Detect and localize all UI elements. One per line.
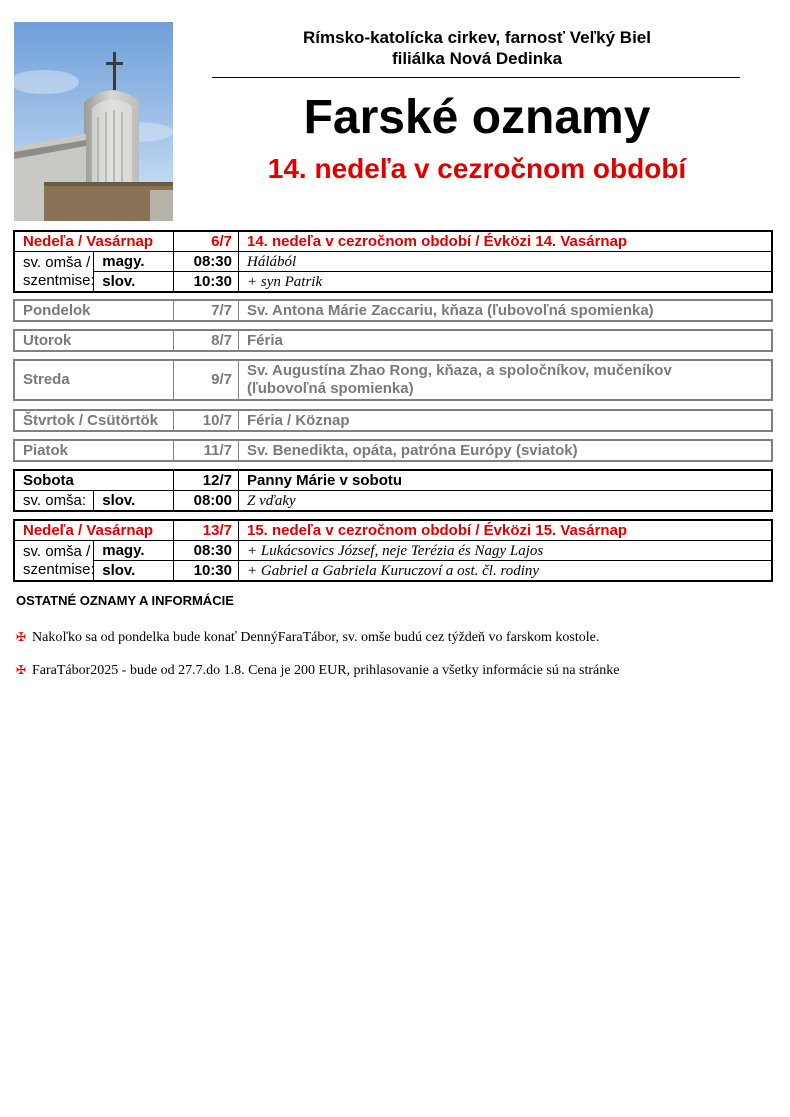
org-line-2: filiálka Nová Dedinka xyxy=(391,49,563,68)
day-block-tuesday xyxy=(13,329,773,352)
day-date: 12/7 xyxy=(174,470,239,491)
notice-item xyxy=(16,630,599,646)
mass-time: 08:30 xyxy=(174,252,239,272)
other-notices-heading: OSTATNÉ OZNAMY A INFORMÁCIE xyxy=(16,593,234,608)
mass-intention: Hálából xyxy=(239,252,773,272)
day-name: Utorok xyxy=(14,330,174,351)
mass-label: sv. omša / szentmise: xyxy=(14,252,94,293)
day-name: Piatok xyxy=(14,440,174,461)
day-date: 13/7 xyxy=(174,520,239,541)
day-date: 8/7 xyxy=(174,330,239,351)
mass-language: magy. xyxy=(94,252,174,272)
day-block-monday xyxy=(13,299,773,322)
day-date: 11/7 xyxy=(174,440,239,461)
day-date: 9/7 xyxy=(174,360,239,400)
day-date: 10/7 xyxy=(174,410,239,431)
mass-language: slov. xyxy=(94,491,174,512)
day-block-sunday-13-7 xyxy=(13,519,773,582)
maltese-cross-icon: ✠ xyxy=(16,630,27,644)
notice-text: Nakoľko sa od pondelka bude konať DennýFaraTábor, sv. omše budú cez týždeň vo farskom kostole. xyxy=(32,630,600,645)
org-line-1: Rímsko-katolícka cirkev, farnosť Veľký Biel xyxy=(303,28,651,47)
page-subtitle: 14. nedeľa v cezročnom období xyxy=(267,153,687,184)
mass-language: magy. xyxy=(94,541,174,561)
day-block-wednesday xyxy=(13,359,773,401)
mass-time: 10:30 xyxy=(174,561,239,582)
day-description: Féria xyxy=(239,330,773,351)
day-date: 6/7 xyxy=(174,231,239,252)
mass-intention: + Lukácsovics József, neje Terézia és Nagy Lajos xyxy=(239,541,773,561)
day-name: Nedeľa / Vasárnap xyxy=(14,231,174,252)
day-name: Pondelok xyxy=(14,300,174,321)
day-name: Štvrtok / Csütörtök xyxy=(14,410,174,431)
mass-language: slov. xyxy=(94,272,174,293)
day-block-sunday-6-7 xyxy=(13,230,773,293)
mass-time: 10:30 xyxy=(174,272,239,293)
mass-intention: + Gabriel a Gabriela Kuruczoví a ost. čl. rodiny xyxy=(239,561,773,582)
day-name: Nedeľa / Vasárnap xyxy=(14,520,174,541)
mass-time: 08:30 xyxy=(174,541,239,561)
day-description: Panny Márie v sobotu xyxy=(239,470,773,491)
parish-name xyxy=(212,27,742,69)
day-name: Sobota xyxy=(14,470,174,491)
mass-intention: + syn Patrik xyxy=(239,272,773,293)
notice-item xyxy=(16,663,619,679)
day-block-friday xyxy=(13,439,773,462)
day-description: Sv. Augustína Zhao Rong, kňaza, a spoločníkov, mučeníkov (ľubovoľná spomienka) xyxy=(239,360,773,400)
day-description: 15. nedeľa v cezročnom období / Évközi 15. Vasárnap xyxy=(239,520,773,541)
header-divider xyxy=(212,77,740,78)
day-description: 14. nedeľa v cezročnom období / Évközi 14. Vasárnap xyxy=(239,231,773,252)
day-block-saturday xyxy=(13,469,773,512)
day-name: Streda xyxy=(14,360,174,400)
church-photo xyxy=(14,22,173,221)
day-description: Sv. Antona Márie Zaccariu, kňaza (ľubovoľná spomienka) xyxy=(239,300,773,321)
day-description: Féria / Köznap xyxy=(239,410,773,431)
day-date: 7/7 xyxy=(174,300,239,321)
maltese-cross-icon: ✠ xyxy=(16,663,27,677)
mass-intention: Z vďaky xyxy=(239,491,773,512)
page-title: Farské oznamy xyxy=(303,91,651,144)
mass-label: sv. omša: xyxy=(14,491,94,512)
notice-text: FaraTábor2025 - bude od 27.7.do 1.8. Cena je 200 EUR, prihlasovanie a všetky informácie sú na stránke xyxy=(32,663,620,678)
day-description: Sv. Benedikta, opáta, patróna Európy (sviatok) xyxy=(239,440,773,461)
mass-label: sv. omša / szentmise: xyxy=(14,541,94,582)
mass-time: 08:00 xyxy=(174,491,239,512)
day-block-thursday xyxy=(13,409,773,432)
mass-language: slov. xyxy=(94,561,174,582)
